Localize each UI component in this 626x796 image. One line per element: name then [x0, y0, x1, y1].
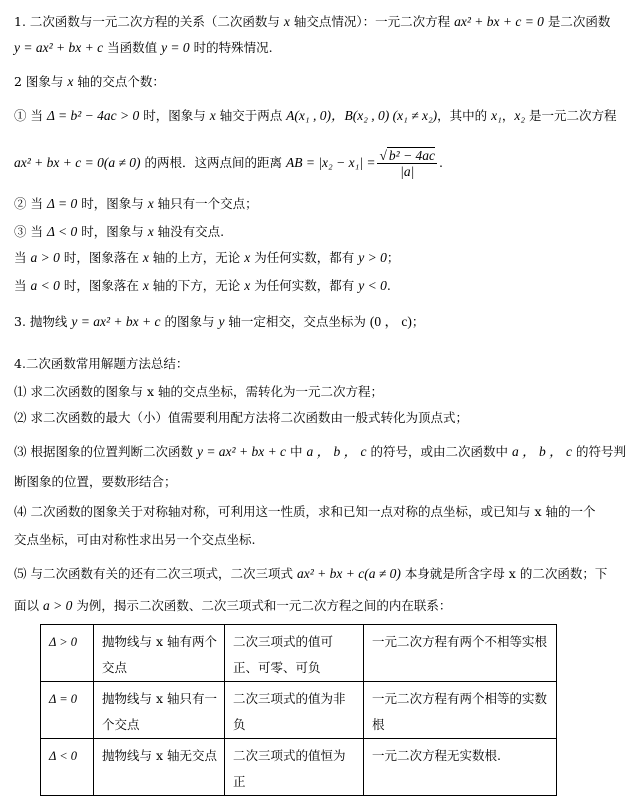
text: ① 当: [14, 108, 47, 123]
text: 为任何实数，都有: [250, 278, 359, 293]
text: 时，图象与: [139, 108, 210, 123]
text: 的图象与: [160, 314, 219, 329]
s4-p5a: [14, 566, 607, 582]
math: ax² + bx + c = 0(a ≠ 0): [14, 155, 141, 170]
text: ，: [501, 108, 515, 123]
table-cell: 一元二次方程有两个不相等实根: [364, 625, 557, 682]
text: ；: [386, 250, 400, 265]
s2-case1: [14, 108, 617, 124]
text: 3. 抛物线: [14, 314, 72, 329]
math: y = ax² + bx + c: [14, 40, 104, 55]
text: ⑶ 根据图象的位置判断二次函数: [14, 444, 197, 459]
math: x: [283, 14, 290, 29]
math: x: [142, 250, 149, 265]
text: 当: [14, 278, 31, 293]
table-cell: Δ < 0: [41, 739, 94, 796]
text: 为任何实数，都有: [250, 250, 359, 265]
text: 轴的下方，无论: [148, 278, 245, 293]
s4-p5b: [14, 598, 451, 614]
math: y < 0: [358, 278, 387, 293]
text: 轴一定相交，交点坐标为: [224, 314, 370, 329]
table-cell: 一元二次方程有两个相等的实数根: [364, 682, 557, 739]
table-cell: 抛物线与 x 轴只有一个交点: [94, 682, 225, 739]
math: AB = |x₂ − x₁| =: [285, 155, 376, 170]
math: y = ax² + bx + c: [71, 314, 161, 329]
s2-case1-b: ax² + bx + c = 0(a ≠ 0) 的两根．这两点间的距离 AB = |x₂ − x₁| = $\frac{\text{√ b² − 4ac}}{|a|}$ .: [14, 148, 444, 179]
text: 时，图象与: [77, 224, 148, 239]
s1-line1: [14, 14, 610, 30]
text: ② 当: [14, 196, 47, 211]
table-row: [41, 682, 557, 739]
s4-p4a: ⑷ 二次函数的图象关于对称轴对称，可利用这一性质，求和已知一点对称的点坐标，或已知与 x 轴的一个: [14, 504, 596, 519]
text: 本身就是所含字母 x 的二次函数；下: [400, 566, 608, 581]
math: ax² + bx + c(a ≠ 0): [296, 566, 401, 581]
math: a > 0: [42, 598, 73, 613]
fraction-denominator: |a|: [400, 164, 415, 179]
math: Δ = b² − 4ac > 0: [46, 108, 140, 123]
math: y = 0: [161, 40, 190, 55]
text: 的符号，或由二次函数中: [366, 444, 512, 459]
text: 的符号判: [571, 444, 626, 459]
table-cell: 二次三项式的值为非负: [225, 682, 364, 739]
math: y > 0: [358, 250, 387, 265]
math: x₁: [491, 108, 502, 123]
math: x: [147, 224, 154, 239]
s4-p4b: 交点坐标，可由对称性求出另一个交点坐标.: [14, 532, 256, 547]
text: 时，图象落在: [59, 250, 143, 265]
math: Δ = 0: [46, 196, 78, 211]
text: 中: [286, 444, 307, 459]
math: A(x₁ , 0)，B(x₂ , 0) (x₁ ≠ x₂): [286, 108, 438, 123]
text: 是二次函数: [543, 14, 611, 29]
math: a ， b ， c: [511, 444, 572, 459]
math: x: [147, 196, 154, 211]
text: 1. 二次函数与一元二次方程的关系（二次函数与: [14, 14, 284, 29]
math: x: [209, 108, 216, 123]
text: 当: [14, 250, 31, 265]
text: ；: [411, 314, 425, 329]
math: x₂: [514, 108, 526, 123]
text: 面以: [14, 598, 43, 613]
table-cell: 一元二次方程无实数根.: [364, 739, 557, 796]
math: (0 ， c): [369, 314, 412, 329]
math: a > 0: [30, 250, 60, 265]
table-cell: 抛物线与 x 轴无交点: [94, 739, 225, 796]
text: ③ 当: [14, 224, 47, 239]
math: a < 0: [30, 278, 60, 293]
s3-line: [14, 314, 424, 330]
distance-fraction: [377, 148, 437, 179]
s4-p2: ⑵ 求二次函数的最大（小）值需要利用配方法将二次函数由一般式转化为顶点式；: [14, 410, 468, 425]
table-row: [41, 739, 557, 796]
text: 轴只有一个交点；: [153, 196, 258, 211]
text: 的两根．这两点间的距离: [140, 155, 286, 170]
text: 轴的上方，无论: [148, 250, 245, 265]
table-cell: 抛物线与 x 轴有两个交点: [94, 625, 225, 682]
math: x: [142, 278, 149, 293]
text: 时，图象落在: [59, 278, 143, 293]
table-cell: Δ > 0: [41, 625, 94, 682]
text: 为例，揭示二次函数、二次三项式和一元二次方程之间的内在联系：: [72, 598, 452, 613]
s4-p1: ⑴ 求二次函数的图象与 x 轴的交点坐标，需转化为一元二次方程；: [14, 384, 383, 399]
fraction-numerator: √ b² − 4ac: [379, 148, 436, 163]
table-cell: Δ = 0: [41, 682, 94, 739]
text: 轴交点情况）：一元二次方程: [289, 14, 455, 29]
text: 时的特殊情况.: [189, 40, 273, 55]
table-row: [41, 625, 557, 682]
s4-p3a: [14, 444, 626, 460]
text: 是一元二次方程: [525, 108, 617, 123]
table-cell: 二次三项式的值可正、可零、可负: [225, 625, 364, 682]
math: y = ax² + bx + c: [196, 444, 287, 459]
s4-title: 4.二次函数常用解题方法总结：: [14, 356, 189, 371]
table-cell: 二次三项式的值恒为正: [225, 739, 364, 796]
s2-case3: [14, 224, 224, 240]
text: 轴的交点个数：: [73, 74, 165, 89]
math: a ， b ， c: [306, 444, 367, 459]
math: Δ < 0: [46, 224, 78, 239]
s1-line2: [14, 40, 273, 56]
s2-above: [14, 250, 399, 266]
text: 2 图象与: [14, 74, 68, 89]
s2-below: [14, 278, 391, 294]
text: 轴交于两点: [215, 108, 287, 123]
s2-title: [14, 74, 165, 90]
s2-case2: [14, 196, 258, 212]
relation-table: [40, 624, 557, 796]
text: 时，图象与: [77, 196, 148, 211]
math: ax² + bx + c = 0: [454, 14, 544, 29]
math: x: [244, 250, 251, 265]
text: ，其中的: [437, 108, 492, 123]
math: x: [67, 74, 74, 89]
text: .: [386, 278, 391, 293]
math: x: [244, 278, 251, 293]
text: ⑸ 与二次函数有关的还有二次三项式，二次三项式: [14, 566, 297, 581]
text: 轴没有交点.: [153, 224, 225, 239]
s4-p3b: 断图象的位置，要数形结合；: [14, 474, 177, 489]
sqrt-content: b² − 4ac: [388, 148, 436, 163]
text: 当函数值: [103, 40, 162, 55]
math: y: [218, 314, 225, 329]
